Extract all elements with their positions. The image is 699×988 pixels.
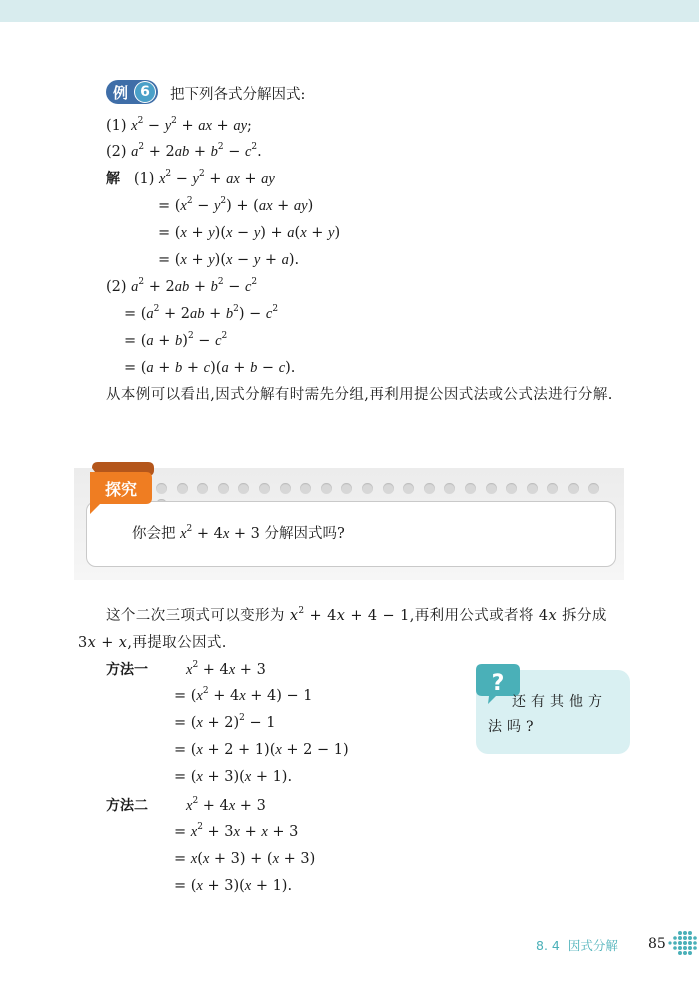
body-paragraph: 这个二次三项式可以变形为 $x^2 + 4x + 4 - 1$,再利用公式或者将 4x 拆分成 3x + x,再提取公因式. (78, 606, 607, 651)
solution-step: = (a + b + c)(a + b − c). (124, 360, 296, 376)
solution-label: 解 (106, 171, 120, 187)
method-2-expression: $x^2 + 4x + 3$ (186, 796, 266, 814)
problem-2: (2) $a^2 + 2ab + b^2 - c^2$. (106, 142, 262, 160)
method-2-step: = x(x + 3) + (x + 3) (174, 851, 316, 867)
example-badge (106, 80, 158, 104)
method-1-step: = $(x^2 + 4x + 4) - 1$ (174, 686, 313, 704)
solution-step: = $(a^2 + 2ab + b^2) - c^2$ (124, 304, 279, 322)
solution-step: = (x + y)(x − y) + a(x + y) (158, 225, 341, 241)
explore-tag-label: 探究 (104, 480, 138, 499)
example-conclusion: 从本例可以看出,因式分解有时需先分组,再利用提公因式法或公式法进行分解. (106, 387, 613, 403)
method-1-step: = $(x + 2)^2 - 1$ (174, 713, 276, 731)
problem-1: (1) $x^2 - y^2$ + ax + ay; (106, 116, 252, 134)
solution-step: = $(a + b)^2 - c^2$ (124, 331, 228, 349)
solution-part-2: (2) $a^2 + 2ab + b^2 - c^2$ (106, 277, 258, 295)
method-1-step: = (x + 3)(x + 1). (174, 769, 293, 785)
method-2-step: = (x + 3)(x + 1). (174, 878, 293, 894)
explore-tag (86, 462, 158, 514)
top-header-band (0, 0, 699, 22)
example-instruction: 把下列各式分解因式: (170, 87, 306, 103)
example-badge-label: 例 (113, 84, 129, 102)
method-1-label: 方法一 (106, 662, 148, 678)
example-number: 6 (135, 82, 155, 102)
decorative-dot-grid (667, 929, 697, 957)
explore-question: 你会把 $x^2 + 4x + 3$ 分解因式吗? (132, 524, 345, 542)
footer-section-number: 8. 4 (536, 938, 560, 953)
method-1-expression: $x^2 + 4x + 3$ (186, 660, 266, 678)
solution-step: = $(x^2 - y^2) + (ax + ay)$ (158, 196, 314, 214)
method-1-step: = (x + 2 + 1)(x + 2 − 1) (174, 742, 349, 758)
solution-step: = (x + y)(x − y + a). (158, 252, 300, 268)
solution-line-1: 解 (1) $x^2 - y^2$ + ax + ay (106, 169, 275, 187)
question-mark-icon: ? (491, 671, 505, 696)
method-2-step: = $x^2 + 3x + x + 3$ (174, 822, 299, 840)
page-number: 85 (648, 936, 666, 952)
footer-section (536, 936, 618, 954)
footer-section-title: 因式分解 (567, 938, 618, 953)
hint-bubble-text: 还有其他方法吗? (488, 694, 607, 735)
method-2-label: 方法二 (106, 798, 148, 814)
